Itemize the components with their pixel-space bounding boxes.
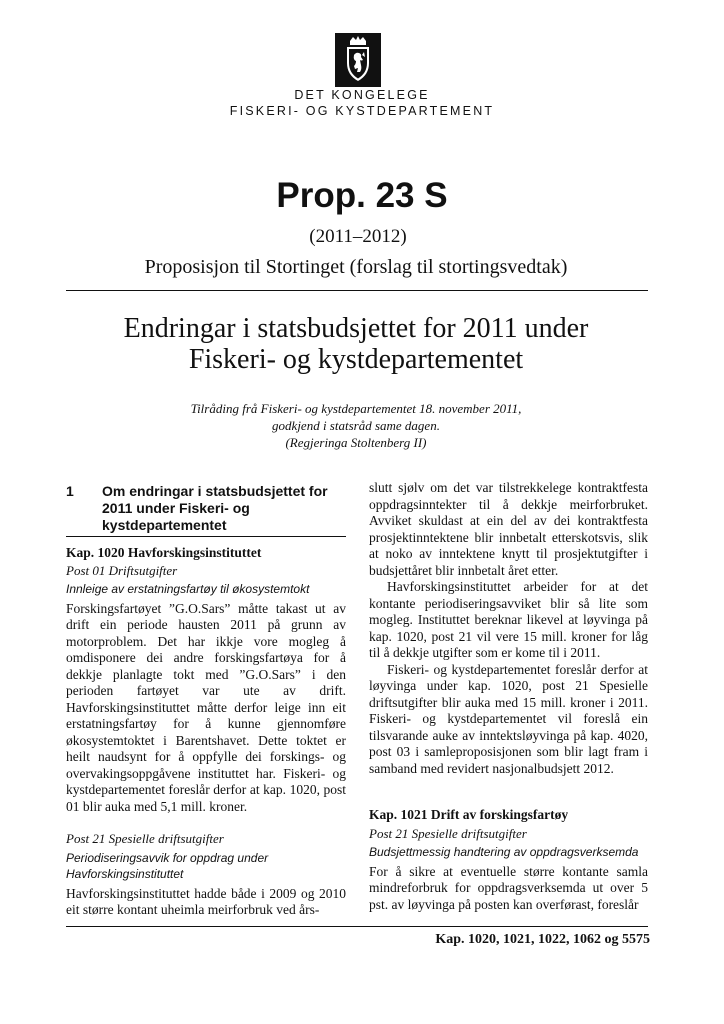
header-rule <box>66 290 648 291</box>
department-line-1: DET KONGELEGE <box>294 88 430 102</box>
section-rule <box>66 536 346 537</box>
footer-chapters: Kap. 1020, 1021, 1022, 1062 og 5575 <box>435 932 650 947</box>
coat-of-arms-logo <box>335 33 381 87</box>
kap-1020-heading: Kap. 1020 Havforskingsinstituttet <box>66 545 262 560</box>
prop-subtitle: Proposisjon til Stortinget (forslag til stortingsvedtak) <box>144 256 568 278</box>
paragraph-forslag: Fiskeri- og kystdepartementet foreslår derfor at løyvinga under kap. 1020, post 21 Spesielle driftsutgifter blir auka med 15 mill. kroner i 2011. Fiskeri- og kystdepartementet vil foreslå ein tilsvarande auke av inntektsløyvinga på kap. 4020, post 03 i samleproposisjonen som blir lagt fram i samband med revidert nasjonalbudsjett 2012. <box>369 661 648 776</box>
paragraph-periodisering: Havforskingsinstituttet arbeider for at det kontante periodiseringsavviket blir så lite som mogleg. Instituttet bereknar likevel at løyvinga på kap. 1020, post 21 vil vere 15 mill. kroner for låg til å dekkje utgifter som er kome til i 2011. <box>369 579 648 660</box>
recommendation-line-1: Tilråding frå Fiskeri- og kystdepartementet 18. november 2011, <box>190 401 522 416</box>
recommendation-line-3: (Regjeringa Stoltenberg II) <box>285 435 427 450</box>
paragraph-havforsking: Havforskingsinstituttet hadde både i 2009 og 2010 eit større kontant uheimla meirforbruk ved års- <box>66 885 346 917</box>
kap-1021-heading: Kap. 1021 Drift av forskingsfartøy <box>369 807 569 822</box>
recommendation-block <box>66 400 646 451</box>
recommendation-line-2: godkjend i statsråd same dagen. <box>272 418 440 433</box>
kap-1021-post-21-subheading: Budsjettmessig handtering av oppdragsverksemda <box>369 845 639 859</box>
paragraph-avvik: slutt sjølv om det var tilstrekkelege kontraktfesta oppdragsinntekter til å dekkje meirforbruket. Avviket skuldast at ein del av dei kontraktfesta prosjektinntektene blir innbetalt etterskotsvis, slik at noko av inntektene knytt til prosjektutgifter i budsjettåret blir innbetalt året etter. <box>369 480 648 578</box>
document-title-line-1: Endringar i statsbudsjettet for 2011 under <box>123 313 589 344</box>
section-number: 1 <box>66 483 74 499</box>
post-01-heading: Post 01 Driftsutgifter <box>66 562 178 578</box>
document-title-line-2: Fiskeri- og kystdepartementet <box>188 344 524 375</box>
department-line-2: FISKERI- OG KYSTDEPARTEMENT <box>229 104 495 118</box>
left-column <box>66 545 346 919</box>
paragraph-gosars: Forskingsfartøyet ”G.O.Sars” måtte takast ut av drift ein periode hausten 2011 på grunn av motorproblem. Det har ikkje vore mogleg å omdisponere dei andre forskingsfartøya for å dekkje planlagte tokt med ”G.O.Sars” i den perioden fartøyet var ute av drift. Havforskingsinstituttet måtte derfor leige inn eit erstatningsfartøy for å kunne gjennomføre økosystemtoktet i Barentshavet. Dette toktet er heilt naudsynt for å oppfylle dei forskings- og overvakingsoppgåvene instituttet har. Fiskeri- og kystdepartementet foreslår derfor at kap. 1020, post 01 blir auka med 5,1 mill. kroner. <box>66 600 346 814</box>
section-title: Om endringar i statsbudsjettet for 2011 under Fiskeri- og kystdepartementet <box>102 483 328 533</box>
post-01-subheading: Innleige av erstatningsfartøy til økosystemtokt <box>66 582 310 596</box>
post-21-subheading: Periodiseringsavvik for oppdrag under Havforskingsinstituttet <box>66 850 269 881</box>
footer-rule <box>66 926 648 927</box>
kap-1021-post-21-heading: Post 21 Spesielle driftsutgifter <box>369 825 527 841</box>
session-years: (2011–2012) <box>309 226 407 247</box>
paragraph-oppdragsverksemd: For å sikre at eventuelle større kontante samla mindreforbruk for oppdragsverksemda ut over 5 pst. av løyvinga på posten kan overførast, foreslår <box>369 863 648 912</box>
prop-number: Prop. 23 S <box>276 176 448 215</box>
right-column <box>369 480 648 913</box>
post-21-heading: Post 21 Spesielle driftsutgifter <box>66 831 224 846</box>
